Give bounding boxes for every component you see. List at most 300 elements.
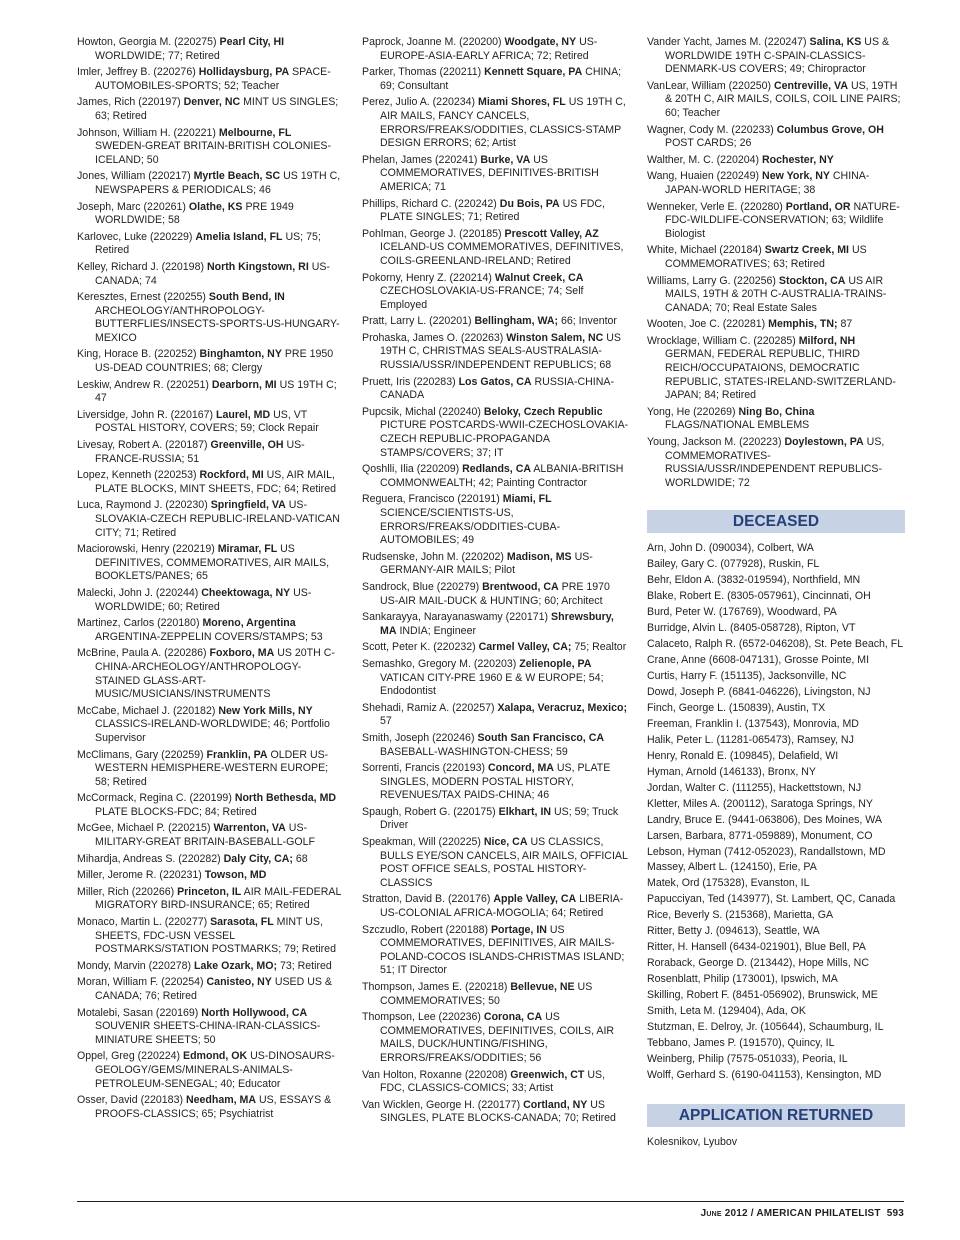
- member-location: Centreville, VA: [774, 79, 848, 92]
- member-entry: [77, 886, 342, 913]
- footer-rule: [77, 1201, 904, 1202]
- member-details: US COMMEMORATIVES; 50: [380, 981, 593, 1007]
- member-entry: [77, 469, 342, 496]
- member-details: US COMMEMORATIVES, DEFINITIVES, AIR MAILS-POLAND-COCOS ISLANDS-CHRISTMAS ISLAND; 51; IT Director: [380, 923, 625, 977]
- member-entry: [647, 170, 905, 197]
- member-location: Portland, OR: [785, 200, 851, 213]
- member-name: Oppel, Greg (220224): [77, 1050, 181, 1063]
- member-details: US COMMEMORATIVES; 63; Retired: [665, 244, 867, 270]
- member-name: White, Michael (220184): [647, 244, 762, 257]
- member-details: US-SLOVAKIA-CZECH REPUBLIC-IRELAND-VATICAN CITY; 71; Retired: [95, 499, 340, 539]
- member-details: OLDER US-WESTERN HEMISPHERE-WESTERN EUROPE; 58; Retired: [95, 748, 329, 788]
- returned-item: Kolesnikov, Lyubov: [647, 1135, 738, 1148]
- member-entry: [647, 201, 905, 242]
- member-name: Paprock, Joanne M. (220200): [362, 36, 502, 48]
- member-details: SPACE-AUTOMOBILES-SPORTS; 52; Teacher: [95, 66, 331, 92]
- member-entry: [647, 244, 905, 271]
- member-details: US; 75; Retired: [95, 230, 321, 257]
- member-details: 57: [380, 715, 392, 728]
- member-name: Yong, He (220269): [647, 405, 736, 418]
- member-location: Carmel Valley, CA;: [478, 641, 572, 654]
- member-name: Wenneker, Verle E. (220280): [647, 200, 783, 213]
- member-column-1: [77, 36, 342, 1124]
- member-details: US DEFINITIVES, COMMEMORATIVES, AIR MAILS, BOOKLETS/PANES; 65: [95, 543, 330, 583]
- member-entry: [362, 1011, 629, 1065]
- member-entry: [647, 124, 905, 151]
- member-name: Semashko, Gregory M. (220203): [362, 657, 517, 670]
- deceased-item: Burd, Peter W. (176769), Woodward, PA: [647, 606, 837, 619]
- member-entry: [362, 836, 629, 890]
- member-name: Smith, Joseph (220246): [362, 731, 475, 744]
- member-name: Kelley, Richard J. (220198): [77, 260, 204, 273]
- member-entry: [362, 702, 629, 729]
- member-name: Wang, Huaien (220249): [647, 170, 760, 183]
- member-details: LIBERIA-US-COLONIAL AFRICA-MOGOLIA; 64; Retired: [380, 893, 624, 920]
- member-location: Miami, FL: [502, 493, 552, 506]
- deceased-item: Lebson, Hyman (7412-052023), Randallstown, MD: [647, 845, 886, 858]
- member-entry: [362, 406, 629, 460]
- member-entry: [362, 96, 629, 150]
- member-name: Wrocklage, William C. (220285): [647, 334, 796, 347]
- deceased-item: Crane, Anne (6608-047131), Grosse Pointe, MI: [647, 654, 870, 667]
- member-entry: [77, 543, 342, 584]
- member-name: Karlovec, Luke (220229): [77, 230, 193, 243]
- deceased-item: Matek, Ord (175328), Evanston, IL: [647, 877, 810, 890]
- member-location: Woodgate, NY: [504, 36, 577, 48]
- member-location: Lake Ozark, MO;: [194, 959, 278, 972]
- member-location: Myrtle Beach, SC: [193, 170, 281, 183]
- member-entry: [77, 348, 342, 375]
- member-name: McBrine, Paula A. (220286): [77, 647, 207, 660]
- deceased-item: Henry, Ronald E. (109845), Delafield, WI: [647, 749, 839, 762]
- member-entry: [362, 154, 629, 195]
- member-location: Shrewsbury, MA: [380, 611, 614, 637]
- member-name: Pupcsik, Michal (220240): [362, 405, 481, 418]
- member-location: Warrenton, VA: [213, 822, 286, 835]
- member-details: CHINA-JAPAN-WORLD HERITAGE; 38: [665, 170, 870, 196]
- member-entry: [647, 406, 905, 433]
- member-location: Stockton, CA: [778, 274, 846, 287]
- member-name: Young, Jackson M. (220223): [647, 436, 782, 449]
- member-name: Malecki, John J. (220244): [77, 586, 199, 599]
- member-entry: [77, 1007, 342, 1048]
- member-column-3: [647, 36, 905, 1151]
- member-details: US, VT POSTAL HISTORY, COVERS; 59; Clock Repair: [95, 408, 319, 435]
- member-location: Burke, VA: [480, 153, 531, 166]
- deceased-header: DECEASED: [647, 510, 905, 533]
- member-location: Dearborn, MI: [211, 378, 277, 391]
- member-details: SOUVENIR SHEETS-CHINA-IRAN-CLASSICS-MINIATURE SHEETS; 50: [95, 1020, 321, 1046]
- member-details: ICELAND-US COMMEMORATIVES, DEFINITIVES, COILS-GREENLAND-IRELAND; Retired: [380, 241, 624, 267]
- member-entry: [362, 198, 629, 225]
- member-location: Foxboro, MA: [209, 647, 275, 660]
- member-name: Perez, Julio A. (220234): [362, 96, 476, 109]
- member-location: Bellevue, NE: [510, 981, 575, 993]
- member-location: New York Mills, NY: [218, 704, 313, 717]
- member-entry: [77, 439, 342, 466]
- member-details: US 20TH C-CHINA-ARCHEOLOGY/ANTHROPOLOGY-STAINED GLASS-ART-MUSIC/MUSICIANS/INSTRUMENTS: [95, 647, 335, 701]
- member-location: North Kingstown, RI: [206, 260, 309, 273]
- member-entry: [77, 853, 342, 867]
- member-entry: [77, 170, 342, 197]
- deceased-item: Blake, Robert E. (8305-057961), Cincinnati, OH: [647, 590, 871, 603]
- member-name: Motalebi, Sasan (220169): [77, 1006, 199, 1019]
- deceased-item: Finch, George L. (150839), Austin, TX: [647, 701, 826, 714]
- member-details: US; 59; Truck Driver: [380, 805, 619, 832]
- member-details: ALBANIA-BRITISH COMMONWEALTH; 42; Painting Contractor: [380, 463, 624, 489]
- member-location: Canisteo, NY: [206, 976, 272, 989]
- member-name: Pruett, Iris (220283): [362, 375, 456, 388]
- deceased-item: Smith, Leta M. (129404), Ada, OK: [647, 1005, 806, 1018]
- member-location: Prescott Valley, AZ: [504, 227, 599, 240]
- member-details: SCIENCE/SCIENTISTS-US, ERRORS/FREAKS/ODDITIES-CUBA-AUTOMOBILES; 49: [380, 507, 561, 547]
- member-details: US & WORLDWIDE 19TH C-SPAIN-CLASSICS-DENMARK-US COVERS; 49; Chiropractor: [665, 36, 890, 76]
- member-location: Concord, MA: [488, 762, 554, 775]
- member-entry: [77, 261, 342, 288]
- member-entry: [77, 916, 342, 957]
- member-location: Princeton, IL: [177, 885, 242, 898]
- member-details: 73; Retired: [279, 959, 332, 972]
- deceased-item: Jordan, Walter C. (111255), Hackettstown, NJ: [647, 781, 862, 794]
- member-entry: [647, 436, 905, 490]
- member-entry: [362, 981, 629, 1008]
- member-details: US 19TH C, AIR MAILS, FANCY CANCELS, ERRORS/FREAKS/ODDITIES, CLASSICS-STAMP DESIGN ERRORS; 62; Artist: [380, 96, 626, 150]
- member-name: Pohlman, George J. (220185): [362, 227, 502, 240]
- member-location: Laurel, MD: [216, 408, 271, 421]
- member-location: Amelia Island, FL: [195, 230, 283, 243]
- deceased-item: Ritter, Betty J. (094613), Seattle, WA: [647, 925, 820, 938]
- member-details: CLASSICS-IRELAND-WORLDWIDE; 46; Portfolio Supervisor: [95, 718, 330, 744]
- member-details: 87: [840, 318, 853, 331]
- member-name: Keresztes, Ernest (220255): [77, 291, 206, 304]
- member-entry: [362, 924, 629, 978]
- footer-month: June: [700, 1208, 722, 1219]
- member-name: Sankarayya, Narayanaswamy (220171): [362, 611, 549, 624]
- member-name: King, Horace B. (220252): [77, 348, 197, 361]
- member-location: South Bend, IN: [208, 291, 285, 304]
- deceased-item: Dowd, Joseph P. (6841-046226), Livingston, NJ: [647, 685, 871, 698]
- member-location: Du Bois, PA: [499, 197, 560, 210]
- member-name: Thompson, James E. (220218): [362, 981, 508, 993]
- member-details: MINT US, SHEETS, FDC-USN VESSEL POSTMARKS/STATION POSTMARKS; 79; Retired: [95, 916, 336, 956]
- deceased-item: Curtis, Harry F. (151135), Jacksonville, NC: [647, 670, 847, 683]
- member-location: Greenwich, CT: [510, 1068, 585, 1081]
- member-location: Salina, KS: [809, 36, 862, 48]
- member-entry: [362, 1069, 629, 1096]
- member-location: Walnut Creek, CA: [494, 271, 584, 284]
- member-details: US COMMEMORATIVES, DEFINITIVES, COILS, AIR MAILS, DUCK/HUNTING/FISHING, ERRORS/FREAKS/ODDITIES; 56: [380, 1011, 615, 1064]
- deceased-item: Freeman, Franklin I. (137543), Monrovia, MD: [647, 717, 859, 730]
- member-location: Rockford, MI: [199, 469, 264, 482]
- page-number: 593: [886, 1208, 904, 1219]
- member-details: USED US & CANADA; 76; Retired: [95, 976, 332, 1002]
- member-name: Jones, William (220217): [77, 170, 191, 183]
- member-details: US 19TH C, NEWSPAPERS & PERIODICALS; 46: [95, 170, 341, 196]
- member-entry: [362, 893, 629, 920]
- member-name: Sorrenti, Francis (220193): [362, 762, 486, 775]
- deceased-item: Stutzman, E. Delroy, Jr. (105644), Schaumburg, IL: [647, 1021, 884, 1033]
- member-entry: [647, 154, 905, 168]
- member-name: Mondy, Marvin (220278): [77, 959, 192, 972]
- member-details: 68: [295, 852, 308, 865]
- member-location: Portage, IN: [490, 923, 547, 936]
- application-returned-header: APPLICATION RETURNED: [647, 1104, 905, 1127]
- member-name: Phelan, James (220241): [362, 153, 478, 166]
- member-location: Binghamton, NY: [199, 348, 282, 361]
- member-entry: [362, 641, 629, 655]
- member-entry: [77, 231, 342, 258]
- member-details: BASEBALL-WASHINGTON-CHESS; 59: [380, 745, 568, 758]
- member-entry: [77, 1094, 342, 1121]
- member-details: US, COMMEMORATIVES-RUSSIA/USSR/INDEPENDENT REPUBLICS-WORLDWIDE; 72: [665, 436, 885, 489]
- member-name: Osser, David (220183): [77, 1094, 183, 1107]
- deceased-item: Roraback, George D. (213442), Hope Mills, NC: [647, 957, 869, 970]
- member-entry: [77, 1050, 342, 1091]
- member-entry: [77, 36, 342, 63]
- member-entry: [77, 976, 342, 1003]
- member-location: Melbourne, FL: [218, 126, 292, 139]
- member-details: MINT US SINGLES; 63; Retired: [95, 96, 339, 122]
- member-location: Miami Shores, FL: [478, 96, 566, 109]
- deceased-item: Ritter, H. Hansell (6434-021901), Blue Bell, PA: [647, 941, 866, 954]
- member-name: James, Rich (220197): [77, 96, 181, 109]
- member-details: US-EUROPE-ASIA-EARLY AFRICA; 72; Retired: [380, 36, 598, 62]
- member-name: Szczudlo, Robert (220188): [362, 923, 489, 936]
- member-location: Pearl City, HI: [219, 36, 285, 48]
- member-details: FLAGS/NATIONAL EMBLEMS: [665, 419, 810, 432]
- deceased-item: Bailey, Gary C. (077928), Ruskin, FL: [647, 558, 820, 571]
- deceased-item: Rice, Beverly S. (215368), Marietta, GA: [647, 909, 834, 922]
- member-details: CZECHOSLOVAKIA-US-FRANCE; 74; Self Employed: [380, 285, 584, 311]
- member-location: Swartz Creek, MI: [764, 244, 849, 257]
- member-details: AIR MAIL-FEDERAL MIGRATORY BIRD-INSURANCE; 65; Retired: [95, 885, 341, 912]
- member-entry: [362, 463, 629, 490]
- deceased-item: Behr, Eldon A. (3832-019594), Northfield, MN: [647, 574, 861, 587]
- member-entry: [362, 611, 629, 638]
- member-name: Williams, Larry G. (220256): [647, 274, 776, 287]
- member-entry: [647, 275, 905, 316]
- member-entry: [362, 493, 629, 547]
- member-name: Maciorowski, Henry (220219): [77, 543, 215, 556]
- member-entry: [77, 822, 342, 849]
- member-location: Madison, MS: [506, 550, 572, 563]
- member-location: Los Gatos, CA: [458, 375, 532, 388]
- member-details: INDIA; Engineer: [399, 624, 476, 637]
- member-name: McClimans, Gary (220259): [77, 748, 204, 761]
- member-details: US COMMEMORATIVES, DEFINITIVES-BRITISH AMERICA; 71: [380, 153, 599, 193]
- member-location: Franklin, PA: [206, 748, 268, 761]
- member-entry: [77, 869, 342, 883]
- member-name: McCabe, Michael J. (220182): [77, 704, 216, 717]
- member-details: PRE 1949 WORLDWIDE; 58: [95, 200, 294, 227]
- deceased-item: Calaceto, Ralph R. (6572-046208), St. Pete Beach, FL: [647, 638, 904, 651]
- member-location: Cortland, NY: [523, 1098, 588, 1111]
- member-location: Xalapa, Veracruz, Mexico;: [497, 701, 627, 714]
- member-details: PICTURE POSTCARDS-WWII-CZECHOSLOVAKIA-CZECH REPUBLIC-PROPAGANDA STAMPS/COVERS; 37; IT: [380, 419, 629, 459]
- member-location: Moreno, Argentina: [202, 617, 296, 630]
- member-list-continued: [647, 36, 905, 490]
- deceased-list: [647, 541, 905, 1083]
- member-name: McGee, Michael P. (220215): [77, 822, 211, 835]
- member-name: Joseph, Marc (220261): [77, 200, 186, 213]
- member-location: Hollidaysburg, PA: [198, 66, 290, 79]
- member-entry: [647, 36, 905, 77]
- member-entry: [77, 409, 342, 436]
- member-details: PLATE BLOCKS-FDC; 84; Retired: [95, 805, 257, 818]
- member-location: Sarasota, FL: [210, 916, 274, 929]
- member-location: Denver, NC: [183, 96, 241, 109]
- member-entry: [77, 705, 342, 746]
- member-entry: [362, 376, 629, 403]
- deceased-item: Landry, Bruce E. (9441-063806), Des Moines, WA: [647, 813, 882, 826]
- member-name: Thompson, Lee (220236): [362, 1011, 481, 1024]
- member-entry: [362, 315, 629, 329]
- member-details: US SINGLES, PLATE BLOCKS-CANADA; 70; Retired: [380, 1098, 616, 1125]
- member-name: Wagner, Cody M. (220233): [647, 123, 774, 136]
- member-name: Walther, M. C. (220204): [647, 153, 760, 166]
- deceased-item: Massey, Albert L. (124150), Erie, PA: [647, 861, 817, 874]
- member-entry: [362, 658, 629, 699]
- member-name: Phillips, Richard C. (220242): [362, 197, 497, 210]
- member-details: PRE 1950 US-DEAD COUNTRIES; 68; Clergy: [95, 348, 334, 375]
- member-location: Apple Valley, CA: [493, 893, 577, 906]
- member-name: Spaugh, Robert G. (220175): [362, 805, 496, 818]
- member-name: Lopez, Kenneth (220253): [77, 469, 197, 482]
- member-details: US, ESSAYS & PROOFS-CLASSICS; 65; Psychiatrist: [95, 1094, 332, 1120]
- deceased-item: Larsen, Barbara, 8771-059889), Monument, CO: [647, 829, 873, 842]
- member-location: Doylestown, PA: [784, 436, 864, 449]
- member-location: North Hollywood, CA: [201, 1006, 308, 1019]
- member-entry: [647, 318, 905, 332]
- member-entry: [77, 127, 342, 168]
- member-entry: [362, 332, 629, 373]
- member-name: Scott, Peter K. (220232): [362, 641, 476, 654]
- member-location: Winston Salem, NC: [506, 331, 604, 344]
- member-details: US-CANADA; 74: [95, 260, 330, 287]
- member-details: US, FDC, CLASSICS-COMICS; 33; Artist: [380, 1068, 606, 1095]
- member-name: McCormack, Regina C. (220199): [77, 792, 232, 805]
- member-name: Pratt, Larry L. (220201): [362, 315, 472, 328]
- application-returned-list: [647, 1135, 905, 1151]
- deceased-item: Weinberg, Philip (7575-051033), Peoria, IL: [647, 1052, 848, 1065]
- member-location: Zelienople, PA: [519, 657, 592, 670]
- member-location: Edmond, OK: [183, 1050, 248, 1063]
- member-name: Pokorny, Henry Z. (220214): [362, 271, 492, 284]
- member-location: North Bethesda, MD: [234, 792, 337, 805]
- member-entry: [77, 291, 342, 345]
- member-location: Nice, CA: [483, 836, 528, 849]
- member-location: Cheektowaga, NY: [201, 586, 291, 599]
- member-name: Van Holton, Roxanne (220208): [362, 1068, 508, 1081]
- member-details: ARGENTINA-ZEPPELIN COVERS/STAMPS; 53: [95, 630, 323, 643]
- deceased-item: Tebbano, James P. (191570), Quincy, IL: [647, 1036, 835, 1049]
- deceased-item: Papucciyan, Ted (143977), St. Lambert, QC, Canada: [647, 893, 896, 906]
- deceased-item: Burridge, Alvin L. (8405-058728), Ripton, VT: [647, 622, 856, 635]
- member-name: Rudsenske, John M. (220202): [362, 550, 504, 563]
- deceased-item: Arn, John D. (090034), Colbert, WA: [647, 542, 814, 555]
- member-entry: [362, 36, 629, 63]
- member-column-2: [362, 36, 629, 1129]
- member-details: CHINA; 69; Consultant: [380, 66, 622, 92]
- deceased-item: Wolff, Gerhard S. (6190-041153), Kensington, MD: [647, 1068, 882, 1081]
- member-location: Columbus Grove, OH: [776, 123, 884, 136]
- member-details: US, AIR MAIL, PLATE BLOCKS, MINT SHEETS, FDC; 64; Retired: [95, 469, 336, 495]
- member-name: Prohaska, James O. (220263): [362, 331, 504, 344]
- member-entry: [647, 335, 905, 403]
- member-name: Martinez, Carlos (220180): [77, 617, 200, 630]
- deceased-item: Kletter, Miles A. (200112), Saratoga Springs, NY: [647, 797, 873, 810]
- member-details: VATICAN CITY-PRE 1960 E & W EUROPE; 54; Endodontist: [380, 671, 604, 698]
- member-entry: [362, 581, 629, 608]
- member-name: Qoshlli, Ilia (220209): [362, 463, 460, 476]
- member-entry: [647, 80, 905, 121]
- member-details: RUSSIA-CHINA-CANADA: [380, 375, 614, 402]
- member-name: Wooten, Joe C. (220281): [647, 318, 766, 331]
- member-entry: [362, 551, 629, 578]
- member-location: Elkhart, IN: [498, 805, 552, 818]
- member-name: Liversidge, John R. (220167): [77, 408, 214, 421]
- member-details: US, 19TH & 20TH C, AIR MAILS, COILS, COIL LINE PAIRS; 60; Teacher: [665, 79, 901, 119]
- member-name: Miller, Jerome R. (220231): [77, 869, 202, 882]
- member-location: Needham, MA: [185, 1094, 257, 1107]
- member-entry: [77, 617, 342, 644]
- member-name: Vander Yacht, James M. (220247): [647, 36, 807, 48]
- member-entry: [77, 960, 342, 974]
- member-location: Bellingham, WA;: [474, 315, 559, 328]
- member-location: Greenville, OH: [210, 439, 284, 452]
- member-details: US, PLATE SINGLES, MODERN POSTAL HISTORY, REVENUES/TAX PAIDS-CHINA; 46: [380, 762, 611, 802]
- member-name: Reguera, Francisco (220191): [362, 493, 500, 506]
- member-name: Stratton, David B. (220176): [362, 893, 491, 906]
- member-details: GERMAN, FEDERAL REPUBLIC, THIRD REICH/OCCUPATAIONS, DEMOCRATIC REPUBLIC, STATES-IRELAND-SWITZERLAND-JAPAN; 84; Retired: [665, 348, 896, 402]
- member-location: Ning Bo, China: [738, 405, 815, 418]
- member-location: Brentwood, CA: [482, 580, 559, 593]
- member-location: Memphis, TN;: [768, 318, 838, 331]
- member-entry: [362, 1099, 629, 1126]
- member-entry: [77, 379, 342, 406]
- deceased-item: Rosenblatt, Philip (173001), Ipswich, MA: [647, 973, 838, 986]
- member-details: US FDC, PLATE SINGLES; 71; Retired: [380, 197, 605, 224]
- member-details: US-WORLDWIDE; 60; Retired: [95, 586, 312, 613]
- member-name: Speakman, Will (220225): [362, 836, 481, 849]
- member-details: US CLASSICS, BULLS EYE/SON CANCELS, AIR MAILS, OFFICIAL POST OFFICE SEALS, POSTAL HISTORY-CLASSICS: [380, 836, 628, 889]
- member-location: Springfield, VA: [210, 499, 286, 512]
- member-details: ARCHEOLOGY/ANTHROPOLOGY-BUTTERFLIES/INSECTS-SPORTS-US-HUNGARY-MEXICO: [95, 304, 340, 344]
- member-details: US AIR MAILS, 19TH & 20TH C-AUSTRALIA-TRAINS-CANADA; 70; Real Estate Sales: [665, 274, 887, 314]
- member-location: South San Francisco, CA: [477, 731, 604, 744]
- member-entry: [77, 201, 342, 228]
- member-location: Rochester, NY: [762, 153, 834, 166]
- member-entry: [77, 499, 342, 540]
- member-name: Howton, Georgia M. (220275): [77, 36, 217, 48]
- member-details: POST CARDS; 26: [665, 137, 752, 150]
- member-name: Johnson, William H. (220221): [77, 126, 216, 139]
- member-details: PRE 1970 US-AIR MAIL-DUCK & HUNTING; 60; Architect: [380, 580, 610, 607]
- member-details: US-FRANCE-RUSSIA; 51: [95, 439, 305, 465]
- member-location: New York, NY: [762, 170, 830, 183]
- member-name: Mihardja, Andreas S. (220282): [77, 852, 221, 865]
- footer-publication: 2012 / AMERICAN PHILATELIST: [721, 1208, 881, 1219]
- member-details: US 19TH C; 47: [95, 378, 337, 405]
- member-details: US-GERMANY-AIR MAILS; Pilot: [380, 550, 593, 577]
- member-name: Miller, Rich (220266): [77, 885, 175, 898]
- member-entry: [362, 806, 629, 833]
- member-entry: [77, 647, 342, 701]
- member-name: Sandrock, Blue (220279): [362, 580, 480, 593]
- member-location: Redlands, CA: [462, 463, 531, 476]
- member-location: Daly City, CA;: [223, 852, 293, 865]
- member-details: WORLDWIDE; 77; Retired: [95, 49, 220, 62]
